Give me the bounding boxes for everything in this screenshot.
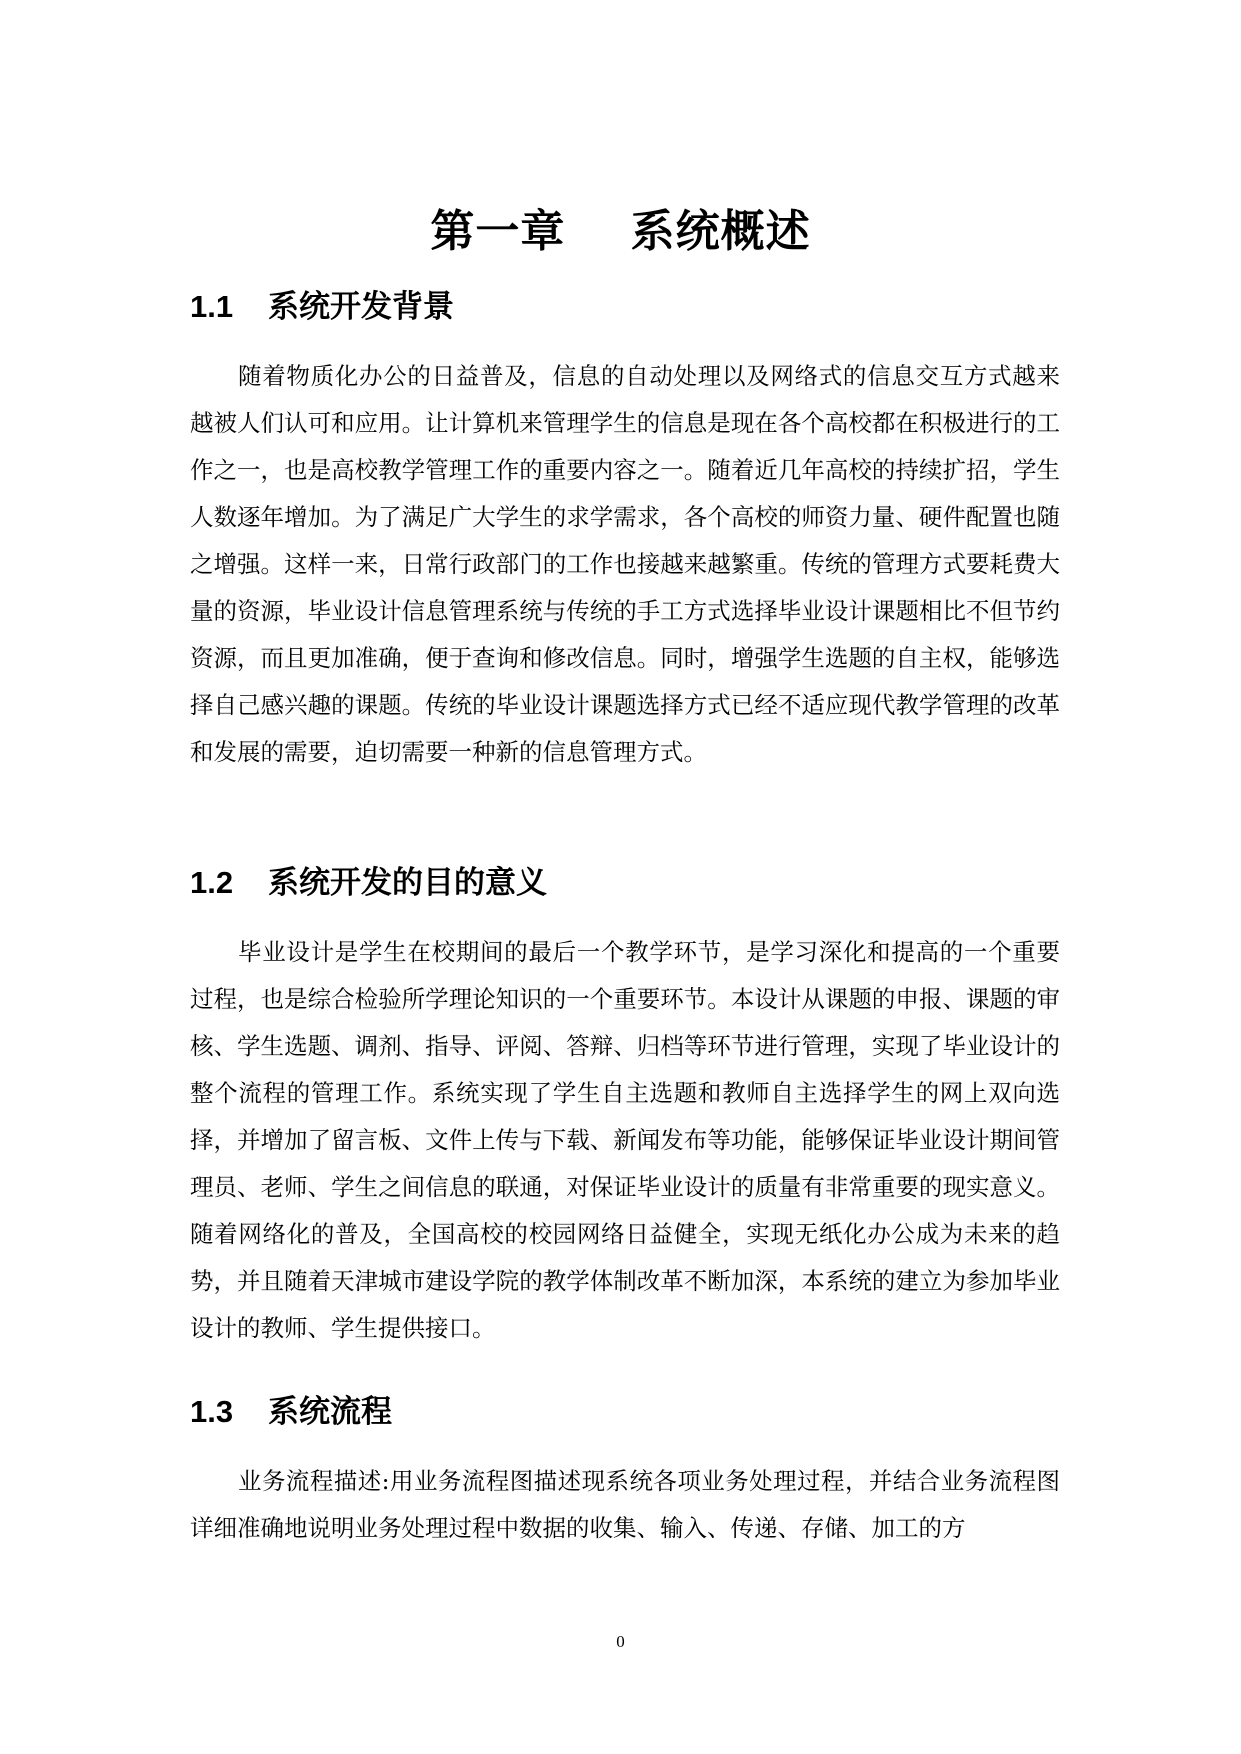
section-title: 系统开发背景 — [268, 289, 454, 325]
section-number: 1.3 — [190, 1394, 234, 1429]
chapter-title: 第一章 系统概述 — [430, 206, 811, 257]
section-title: 系统流程 — [268, 1394, 392, 1430]
section-1-3-paragraph: 业务流程描述:用业务流程图描述现系统各项业务处理过程，并结合业务流程图详细准确地说明业务处理过程中数据的收集、输入、传递、存储、加工的方 — [190, 1467, 1060, 1542]
section-1-1-paragraph: 随着物质化办公的日益普及，信息的自动处理以及网络式的信息交互方式越来越被人们认可和应用。让计算机来管理学生的信息是现在各个高校都在积极进行的工作之一，也是高校教学管理工作的重要内容之一。随着近几年高校的持续扩招，学生人数逐年增加。为了满足广大学生的求学需求，各个高校的师资力量、硬件配置也随之增强。这样一来，日常行政部门的工作也接越来越繁重。传统的管理方式要耗费大量的资源，毕业设计信息管理系统与传统的手工方式选择毕业设计课题相比不但节约资源，而且更加准确，便于查询和修改信息。同时，增强学生选题的自主权，能够选择自己感兴趣的课题。传统的毕业设计课题选择方式已经不适应现代教学管理的改革和发展的需要，迫切需要一种新的信息管理方式。 — [190, 362, 1060, 766]
section-heading-1-1 — [190, 281, 454, 326]
section-title: 系统开发的目的意义 — [268, 865, 547, 901]
section-heading-1-2 — [190, 857, 547, 902]
section-heading-1-3 — [190, 1386, 392, 1431]
section-1-2-paragraph: 毕业设计是学生在校期间的最后一个教学环节，是学习深化和提高的一个重要过程，也是综合检验所学理论知识的一个重要环节。本设计从课题的申报、课题的审核、学生选题、调剂、指导、评阅、答辩、归档等环节进行管理，实现了毕业设计的整个流程的管理工作。系统实现了学生自主选题和教师自主选择学生的网上双向选择，并增加了留言板、文件上传与下载、新闻发布等功能，能够保证毕业设计期间管理员、老师、学生之间信息的联通，对保证毕业设计的质量有非常重要的现实意义。随着网络化的普及，全国高校的校园网络日益健全，实现无纸化办公成为未来的趋势，并且随着天津城市建设学院的教学体制改革不断加深，本系统的建立为参加毕业设计的教师、学生提供接口。 — [190, 938, 1060, 1342]
page-number: 0 — [616, 1632, 625, 1651]
section-number: 1.2 — [190, 865, 234, 900]
section-number: 1.1 — [190, 289, 234, 324]
